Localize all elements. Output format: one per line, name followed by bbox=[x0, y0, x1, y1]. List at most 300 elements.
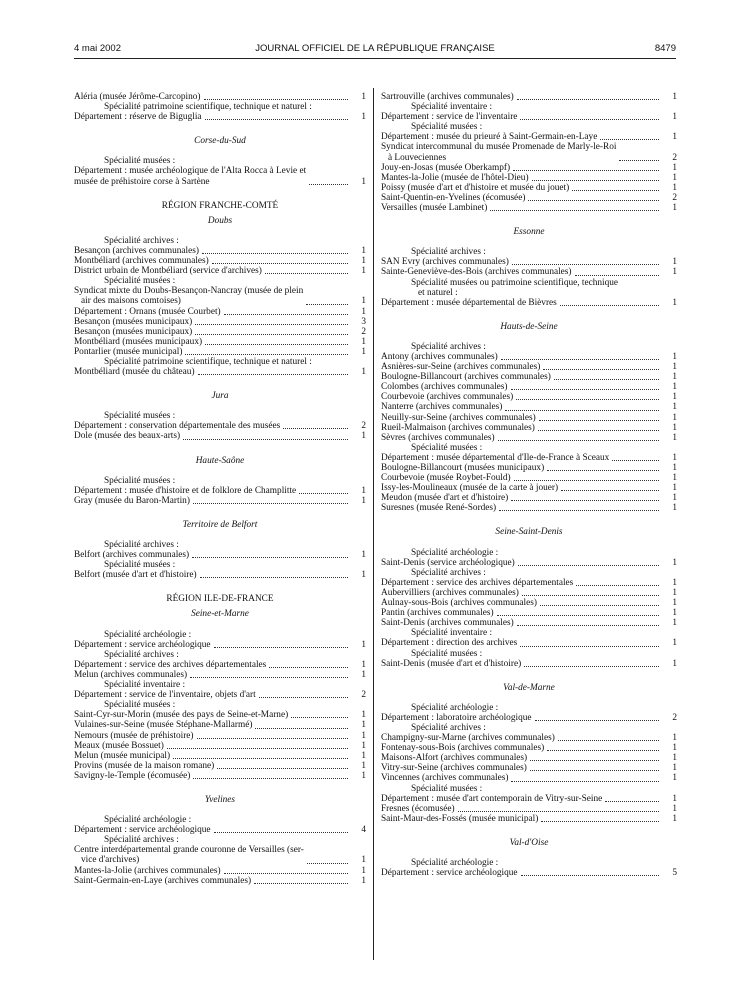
entry-label: Asnières-sur-Seine (archives communales) bbox=[381, 362, 541, 373]
dot-leader bbox=[517, 98, 659, 100]
publication-date: 4 mai 2002 bbox=[74, 43, 122, 54]
dot-leader bbox=[547, 469, 659, 471]
entry-label: District urbain de Montbéliard (service d'archives) bbox=[74, 266, 262, 277]
dot-leader bbox=[505, 409, 659, 411]
entry-count: 1 bbox=[672, 182, 677, 193]
list-entry bbox=[74, 670, 366, 680]
dot-leader bbox=[499, 509, 659, 511]
dot-leader bbox=[306, 303, 348, 305]
entry-count: 1 bbox=[672, 598, 677, 609]
entry-count: 1 bbox=[361, 346, 366, 357]
list-entry bbox=[381, 659, 677, 669]
list-entry bbox=[381, 733, 677, 743]
dot-leader bbox=[190, 676, 348, 678]
list-entry bbox=[381, 713, 677, 723]
entry-label: Antony (archives communales) bbox=[381, 351, 498, 362]
entry-count: 1 bbox=[672, 92, 677, 102]
spacer bbox=[74, 377, 366, 391]
list-entry bbox=[74, 337, 366, 347]
entry-count: 1 bbox=[361, 306, 366, 317]
dot-leader bbox=[511, 499, 659, 501]
dot-leader bbox=[539, 419, 659, 421]
entry-count: 1 bbox=[672, 257, 677, 268]
entry-label: Gray (musée du Baron-Martin) bbox=[74, 495, 190, 506]
list-entry bbox=[381, 413, 677, 423]
entry-label: Département : Ornans (musée Courbet) bbox=[74, 306, 221, 317]
list-entry bbox=[74, 317, 366, 327]
entry-count: 5 bbox=[672, 868, 677, 879]
entry-label: Département : service de l'inventaire bbox=[381, 112, 518, 123]
entry-label: Meudon (musée d'art et d'histoire) bbox=[381, 493, 509, 504]
specialty-heading: Spécialité archives : bbox=[411, 341, 486, 352]
list-entry bbox=[74, 690, 366, 700]
dot-leader bbox=[511, 388, 659, 390]
entry-count: 1 bbox=[361, 730, 366, 741]
dot-leader bbox=[198, 373, 348, 375]
specialty-heading: Spécialité archéologie : bbox=[411, 702, 499, 713]
list-entry bbox=[381, 558, 677, 568]
entry-count: 1 bbox=[361, 431, 366, 442]
entry-count: 2 bbox=[361, 326, 366, 337]
entry-count: 1 bbox=[361, 669, 366, 680]
entry-count: 2 bbox=[672, 712, 677, 723]
dot-leader bbox=[541, 820, 659, 822]
dot-leader bbox=[204, 98, 349, 100]
specialty-heading: Spécialité inventaire : bbox=[104, 680, 186, 691]
list-entry bbox=[381, 503, 677, 513]
entry-label: Nemours (musée de préhistoire) bbox=[74, 730, 194, 741]
list-entry bbox=[381, 493, 677, 503]
department-heading: Hauts-de-Seine bbox=[500, 321, 558, 332]
department-heading: Corse-du-Sud bbox=[194, 136, 246, 147]
entry-label: Savigny-le-Temple (écomusée) bbox=[74, 770, 191, 781]
entry-count: 1 bbox=[361, 659, 366, 670]
entry-label: Département : conservation départementale des musées bbox=[74, 421, 281, 432]
dot-leader bbox=[530, 769, 659, 771]
specialty-heading: Spécialité musées : bbox=[411, 783, 483, 794]
entry-count: 1 bbox=[361, 750, 366, 761]
dot-leader bbox=[517, 624, 659, 626]
department-heading: Essonne bbox=[513, 227, 545, 238]
spacer bbox=[74, 805, 366, 815]
list-entry bbox=[74, 771, 366, 781]
entry-count: 1 bbox=[672, 203, 677, 214]
entry-count: 2 bbox=[672, 192, 677, 203]
dot-leader bbox=[490, 209, 659, 211]
spacer bbox=[74, 580, 366, 594]
dot-leader bbox=[458, 810, 659, 812]
entry-label: Aulnay-sous-Bois (archives communales) bbox=[381, 598, 537, 609]
specialty-heading: Spécialité archives : bbox=[104, 835, 179, 846]
spacer bbox=[74, 506, 366, 520]
entry-label: Aléria (musée Jérôme-Carcopino) bbox=[74, 92, 201, 102]
entry-count: 1 bbox=[672, 733, 677, 744]
entry-count: 1 bbox=[672, 587, 677, 598]
page-number: 8479 bbox=[654, 43, 676, 54]
entry-count: 1 bbox=[361, 176, 366, 187]
entry-label: Saint-Denis (archives communales) bbox=[381, 618, 514, 629]
specialty-heading: Spécialité patrimoine scientifique, technique et naturel : bbox=[104, 102, 312, 113]
entry-label: Courbevoie (archives communales) bbox=[381, 392, 514, 403]
entry-label: Meaux (musée Bossuet) bbox=[74, 740, 164, 751]
department-heading: Yvelines bbox=[204, 794, 236, 805]
entry-count: 1 bbox=[672, 743, 677, 754]
spacer bbox=[381, 332, 677, 342]
entry-count: 1 bbox=[672, 402, 677, 413]
entry-count: 1 bbox=[361, 710, 366, 721]
entry-label: Saint-Maur-des-Fossés (musée municipal) bbox=[381, 813, 539, 824]
list-entry bbox=[381, 352, 677, 362]
entry-count: 1 bbox=[672, 618, 677, 629]
entry-label: Boulogne-Billancourt (musées municipaux) bbox=[381, 463, 545, 473]
entry-label: Poissy (musée d'art et d'histoire et musée du jouet) bbox=[381, 182, 570, 193]
entry-count: 1 bbox=[672, 297, 677, 308]
spacer bbox=[381, 848, 677, 858]
column-divider bbox=[373, 88, 374, 960]
entry-count: 1 bbox=[361, 92, 366, 102]
entry-label: Suresnes (musée René-Sordes) bbox=[381, 503, 497, 514]
list-entry bbox=[381, 163, 677, 173]
dot-leader bbox=[575, 274, 659, 276]
department-heading: Haute-Saône bbox=[195, 455, 245, 466]
entry-label: Provins (musée de la maison romane) bbox=[74, 760, 215, 771]
dot-leader bbox=[254, 882, 348, 884]
entry-label: Besançon (musées municipaux) bbox=[74, 326, 193, 337]
entry-count: 1 bbox=[361, 865, 366, 876]
list-entry bbox=[74, 421, 366, 431]
entry-label: Rueil-Malmaison (archives communales) bbox=[381, 422, 535, 433]
dot-leader bbox=[600, 138, 659, 140]
entry-count: 3 bbox=[361, 316, 366, 327]
entry-label: Département : service archéologique bbox=[74, 825, 211, 836]
list-entry bbox=[74, 92, 366, 102]
entry-count: 1 bbox=[672, 382, 677, 393]
entry-count: 1 bbox=[672, 577, 677, 588]
specialty-heading: Spécialité archives : bbox=[104, 649, 179, 660]
entry-count: 4 bbox=[361, 825, 366, 836]
list-entry bbox=[381, 578, 677, 588]
list-entry bbox=[74, 741, 366, 751]
list-entry bbox=[74, 660, 366, 670]
entry-label: Vitry-sur-Seine (archives communales) bbox=[381, 763, 527, 774]
list-entry bbox=[74, 751, 366, 761]
list-entry bbox=[381, 868, 677, 878]
entry-label: Fontenay-sous-Bois (archives communales) bbox=[381, 743, 545, 754]
entry-label: SAN Evry (archives communales) bbox=[381, 257, 509, 268]
list-entry bbox=[74, 256, 366, 266]
spacer bbox=[381, 213, 677, 227]
header-rule bbox=[74, 58, 676, 59]
entry-count: 2 bbox=[361, 421, 366, 432]
dot-leader bbox=[185, 353, 348, 355]
dot-leader bbox=[200, 576, 348, 578]
list-entry bbox=[381, 112, 677, 122]
entry-count: 1 bbox=[672, 351, 677, 362]
dot-leader bbox=[540, 604, 659, 606]
list-entry bbox=[74, 431, 366, 441]
entry-label: Saint-Cyr-sur-Morin (musée des pays de Seine-et-Marne) bbox=[74, 710, 289, 721]
dot-leader bbox=[576, 584, 659, 586]
department-heading: Val-d'Oise bbox=[509, 837, 549, 848]
entry-label: Centre interdépartemental grande couronne de Versailles (ser- vice d'archives) bbox=[74, 845, 304, 866]
entry-label: Melun (musée municipal) bbox=[74, 750, 171, 761]
dot-leader bbox=[498, 439, 659, 441]
dot-leader bbox=[214, 831, 348, 833]
department-heading: Jura bbox=[211, 391, 229, 402]
list-entry bbox=[74, 876, 366, 886]
dot-leader bbox=[547, 749, 659, 751]
entry-count: 1 bbox=[361, 485, 366, 496]
dot-leader bbox=[309, 183, 348, 185]
spacer bbox=[74, 530, 366, 540]
spacer bbox=[74, 146, 366, 156]
dot-leader bbox=[538, 429, 659, 431]
dot-leader bbox=[522, 594, 659, 596]
entry-count: 1 bbox=[672, 773, 677, 784]
list-entry bbox=[74, 112, 366, 122]
dot-leader bbox=[532, 179, 659, 181]
dot-leader bbox=[512, 263, 659, 265]
list-entry bbox=[74, 570, 366, 580]
specialty-heading: Spécialité archives : bbox=[104, 540, 179, 550]
specialty-heading: Spécialité musées : bbox=[104, 560, 176, 571]
entry-count: 1 bbox=[672, 463, 677, 473]
spacer bbox=[74, 226, 366, 236]
list-entry bbox=[74, 825, 366, 835]
dot-leader bbox=[214, 646, 348, 648]
list-entry bbox=[74, 367, 366, 377]
entry-label: Neuilly-sur-Seine (archives communales) bbox=[381, 412, 536, 423]
dot-leader bbox=[193, 777, 348, 779]
spacer bbox=[381, 669, 677, 683]
entry-label: Belfort (archives communales) bbox=[74, 550, 190, 561]
list-entry bbox=[381, 382, 677, 392]
dot-leader bbox=[560, 304, 659, 306]
entry-count: 1 bbox=[361, 855, 366, 866]
entry-count: 1 bbox=[672, 412, 677, 423]
list-entry bbox=[381, 753, 677, 763]
dot-leader bbox=[299, 492, 348, 494]
entry-count: 1 bbox=[672, 362, 677, 373]
specialty-heading: Spécialité musées : bbox=[411, 122, 483, 133]
entry-label: Département : musée archéologique de l'Alta Rocca à Levie et musée de préhistoire corse à Sartène bbox=[74, 166, 307, 187]
list-entry bbox=[381, 588, 677, 598]
specialty-heading: Spécialité musées : bbox=[411, 442, 483, 453]
list-entry bbox=[381, 743, 677, 753]
specialty-heading: Spécialité inventaire : bbox=[411, 102, 493, 113]
dot-leader bbox=[167, 747, 348, 749]
dot-leader bbox=[205, 343, 348, 345]
entry-count: 1 bbox=[672, 172, 677, 183]
list-entry bbox=[74, 286, 366, 306]
entry-label: Montbéliard (musée du château) bbox=[74, 367, 195, 378]
list-entry bbox=[381, 463, 677, 473]
spacer bbox=[381, 538, 677, 548]
specialty-heading: Spécialité musées : bbox=[411, 648, 483, 659]
specialty-heading: Spécialité musées : bbox=[104, 276, 176, 287]
entry-count: 1 bbox=[361, 875, 366, 886]
dot-leader bbox=[514, 479, 659, 481]
dot-leader bbox=[501, 358, 659, 360]
entry-count: 1 bbox=[361, 720, 366, 731]
dot-leader bbox=[255, 727, 348, 729]
list-entry bbox=[381, 638, 677, 648]
entry-label: Colombes (archives communales) bbox=[381, 382, 508, 393]
dot-leader bbox=[513, 169, 659, 171]
entry-count: 1 bbox=[361, 336, 366, 347]
department-heading: Seine-Saint-Denis bbox=[495, 527, 563, 538]
spacer bbox=[381, 513, 677, 527]
entry-label: Sèvres (archives communales) bbox=[381, 432, 495, 443]
list-entry bbox=[381, 804, 677, 814]
entry-count: 1 bbox=[672, 803, 677, 814]
spacer bbox=[381, 308, 677, 322]
spacer bbox=[74, 781, 366, 795]
spacer bbox=[381, 237, 677, 247]
entry-count: 1 bbox=[361, 256, 366, 267]
list-entry bbox=[381, 173, 677, 183]
entry-count: 1 bbox=[672, 422, 677, 433]
list-entry bbox=[74, 720, 366, 730]
list-entry bbox=[381, 608, 677, 618]
entry-label: Jouy-en-Josas (musée Oberkampf) bbox=[381, 162, 511, 173]
dot-leader bbox=[524, 665, 659, 667]
entry-count: 2 bbox=[672, 152, 677, 163]
dot-leader bbox=[561, 489, 659, 491]
specialty-heading: Spécialité musées ou patrimoine scientifique, technique et naturel : bbox=[411, 277, 619, 298]
list-entry bbox=[381, 598, 677, 608]
entry-count: 1 bbox=[672, 793, 677, 804]
entry-count: 1 bbox=[672, 432, 677, 443]
list-entry bbox=[381, 298, 677, 308]
dot-leader bbox=[269, 666, 348, 668]
entry-count: 1 bbox=[672, 638, 677, 649]
entry-count: 1 bbox=[672, 503, 677, 514]
right-column bbox=[381, 92, 677, 878]
entry-count: 1 bbox=[672, 372, 677, 383]
entry-count: 1 bbox=[672, 813, 677, 824]
entry-label: Versailles (musée Lambinet) bbox=[381, 203, 488, 214]
dot-leader bbox=[530, 759, 659, 761]
entry-label: Mantes-la-Jolie (musée de l'hôtel-Dieu) bbox=[381, 172, 529, 183]
dot-leader bbox=[543, 368, 659, 370]
entry-count: 1 bbox=[672, 267, 677, 278]
entry-count: 1 bbox=[672, 608, 677, 619]
entry-count: 1 bbox=[672, 483, 677, 494]
specialty-heading: Spécialité musées : bbox=[104, 156, 176, 167]
entry-label: Maisons-Alfort (archives communales) bbox=[381, 753, 528, 764]
department-heading: Doubs bbox=[207, 215, 233, 226]
entry-label: Pantin (archives communales) bbox=[381, 608, 494, 619]
list-entry bbox=[74, 496, 366, 506]
entry-label: Fresnes (écomusée) bbox=[381, 803, 455, 814]
entry-label: Montbéliard (archives communales) bbox=[74, 256, 209, 267]
dot-leader bbox=[291, 716, 348, 718]
list-entry bbox=[74, 640, 366, 650]
spacer bbox=[74, 466, 366, 476]
dot-leader bbox=[173, 757, 348, 759]
entry-label: Syndicat mixte du Doubs-Besançon-Nancray (musée de plein air des maisons comtoises) bbox=[74, 286, 304, 307]
entry-label: Département : musée du prieuré à Saint-Germain-en-Laye bbox=[381, 132, 598, 143]
entry-label: Mantes-la-Jolie (archives communales) bbox=[74, 865, 221, 876]
journal-title: JOURNAL OFFICIEL DE LA RÉPUBLIQUE FRANÇAISE bbox=[255, 43, 495, 54]
list-entry bbox=[381, 183, 677, 193]
specialty-heading: Spécialité archéologie : bbox=[104, 629, 192, 640]
dot-leader bbox=[572, 189, 659, 191]
entry-count: 1 bbox=[361, 570, 366, 581]
list-entry bbox=[381, 814, 677, 824]
list-entry bbox=[74, 761, 366, 771]
dot-leader bbox=[521, 874, 659, 876]
list-entry bbox=[74, 327, 366, 337]
list-entry bbox=[381, 483, 677, 493]
entry-label: Belfort (musée d'art et d'histoire) bbox=[74, 570, 197, 581]
list-entry bbox=[381, 763, 677, 773]
entry-count: 1 bbox=[361, 495, 366, 506]
entry-count: 1 bbox=[361, 296, 366, 307]
specialty-heading: Spécialité archives : bbox=[411, 722, 486, 733]
list-entry bbox=[381, 453, 677, 463]
entry-label: Besançon (musées municipaux) bbox=[74, 316, 193, 327]
dot-leader bbox=[195, 323, 348, 325]
entry-count: 1 bbox=[361, 266, 366, 277]
entry-label: Courbevoie (musée Roybet-Fould) bbox=[381, 473, 511, 484]
department-heading: Territoire de Belfort bbox=[182, 519, 258, 530]
dot-leader bbox=[195, 333, 348, 335]
list-entry bbox=[381, 392, 677, 402]
dot-leader bbox=[528, 199, 659, 201]
dot-leader bbox=[193, 502, 348, 504]
dot-leader bbox=[535, 719, 660, 721]
dot-leader bbox=[217, 767, 348, 769]
entry-count: 1 bbox=[672, 112, 677, 123]
entry-count: 1 bbox=[361, 639, 366, 650]
list-entry bbox=[381, 362, 677, 372]
spacer bbox=[381, 693, 677, 703]
entry-count: 1 bbox=[361, 245, 366, 256]
dot-leader bbox=[520, 645, 659, 647]
list-entry bbox=[381, 372, 677, 382]
region-heading: RÉGION ILE-DE-FRANCE bbox=[166, 594, 274, 605]
list-entry bbox=[381, 423, 677, 433]
entry-label: Département : réserve de Biguglia bbox=[74, 112, 202, 123]
department-heading: Seine-et-Marne bbox=[191, 609, 249, 620]
spacer bbox=[74, 187, 366, 201]
entry-label: Aubervilliers (archives communales) bbox=[381, 587, 519, 598]
entry-label: Département : musée d'histoire et de folklore de Champlitte bbox=[74, 485, 297, 496]
dot-leader bbox=[511, 780, 659, 782]
dot-leader bbox=[212, 262, 348, 264]
list-entry bbox=[381, 773, 677, 783]
specialty-heading: Spécialité archives : bbox=[104, 235, 179, 246]
list-entry bbox=[381, 794, 677, 804]
entry-label: Nanterre (archives communales) bbox=[381, 402, 503, 413]
specialty-heading: Spécialité musées : bbox=[104, 700, 176, 711]
entry-label: Melun (archives communales) bbox=[74, 669, 188, 680]
entry-count: 1 bbox=[672, 658, 677, 669]
list-entry bbox=[381, 142, 677, 162]
entry-label: Département : service des archives départementales bbox=[74, 659, 267, 670]
entry-label: Département : direction des archives bbox=[381, 638, 518, 649]
entry-count: 1 bbox=[672, 452, 677, 463]
list-entry bbox=[74, 246, 366, 256]
spacer bbox=[74, 122, 366, 136]
list-entry bbox=[74, 266, 366, 276]
dot-leader bbox=[558, 739, 659, 741]
dot-leader bbox=[612, 459, 659, 461]
dot-leader bbox=[205, 118, 348, 120]
dot-leader bbox=[497, 614, 659, 616]
